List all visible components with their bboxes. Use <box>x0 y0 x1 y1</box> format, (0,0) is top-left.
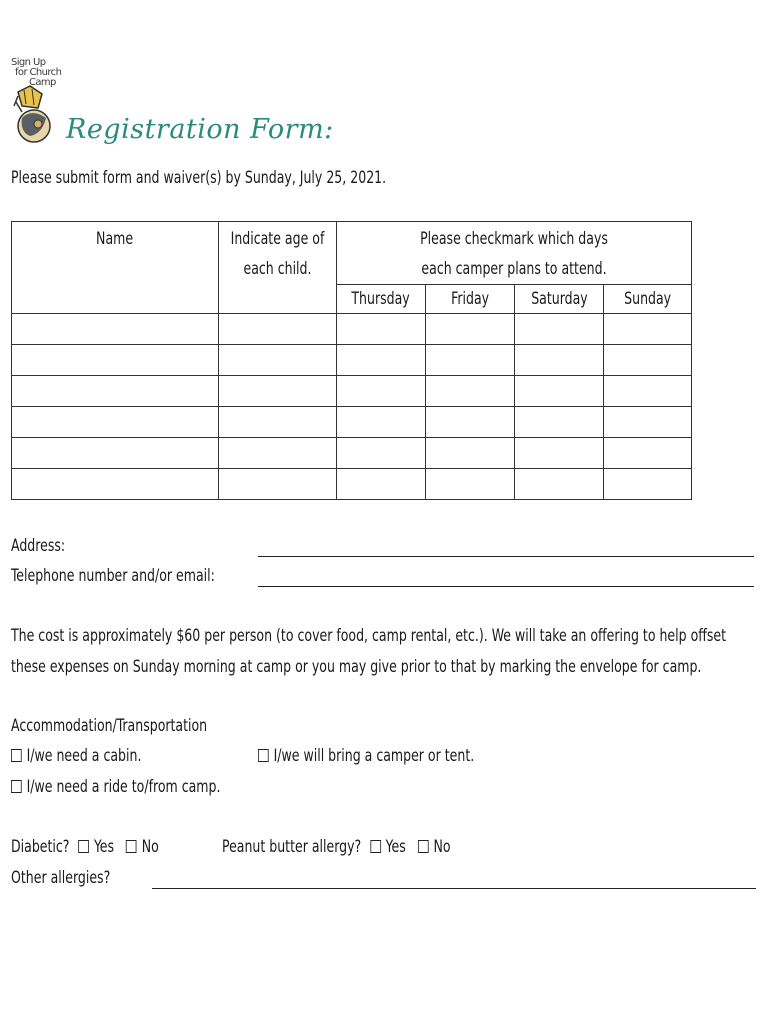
age-cell[interactable] <box>219 469 337 500</box>
table-row <box>12 345 692 376</box>
table-row <box>12 314 692 345</box>
table-row <box>12 469 692 500</box>
day-header-sunday: Sunday <box>604 285 692 314</box>
name-cell[interactable] <box>12 438 219 469</box>
telephone-field[interactable] <box>258 586 754 587</box>
logo-line-2: for Church <box>15 67 62 78</box>
telephone-label: Telephone number and/or email: <box>11 566 215 586</box>
name-cell[interactable] <box>12 345 219 376</box>
thursday-cell[interactable] <box>337 376 426 407</box>
cabin-checkbox[interactable] <box>11 749 22 762</box>
sunday-cell[interactable] <box>604 407 692 438</box>
friday-cell[interactable] <box>426 314 515 345</box>
diabetic-no-label: No <box>141 837 159 857</box>
camper-label: I/we will bring a camper or tent. <box>273 746 475 766</box>
cabin-label: I/we need a cabin. <box>26 746 142 766</box>
registration-table <box>11 221 692 500</box>
table-row <box>12 438 692 469</box>
cost-text-line-1: The cost is approximately $60 per person (to cover food, camp rental, etc.). We will take an offering to help offset <box>11 626 727 646</box>
friday-cell[interactable] <box>426 376 515 407</box>
thursday-cell[interactable] <box>337 438 426 469</box>
ride-option[interactable] <box>11 777 220 797</box>
cost-text-line-2: these expenses on Sunday morning at camp or you may give prior to that by marking the envelope for camp. <box>11 657 702 677</box>
diabetic-label: Diabetic? <box>11 837 70 857</box>
address-label: Address: <box>11 536 66 556</box>
table-row <box>12 376 692 407</box>
saturday-cell[interactable] <box>515 469 604 500</box>
name-cell[interactable] <box>12 314 219 345</box>
age-cell[interactable] <box>219 407 337 438</box>
logo-line-1: Sign Up <box>11 57 46 68</box>
peanut-yes-checkbox[interactable] <box>370 840 381 853</box>
age-cell[interactable] <box>219 376 337 407</box>
age-cell[interactable] <box>219 345 337 376</box>
other-allergies-field[interactable] <box>152 888 756 889</box>
accommodation-heading: Accommodation/Transportation <box>11 716 208 736</box>
friday-cell[interactable] <box>426 407 515 438</box>
thursday-cell[interactable] <box>337 314 426 345</box>
diabetic-row <box>11 837 159 857</box>
day-header-thursday: Thursday <box>337 285 426 314</box>
saturday-cell[interactable] <box>515 376 604 407</box>
camper-option[interactable] <box>258 746 474 766</box>
days-group-header: Please checkmark which days each camper plans to attend. <box>337 222 692 285</box>
name-cell[interactable] <box>12 469 219 500</box>
sunday-cell[interactable] <box>604 469 692 500</box>
ride-label: I/we need a ride to/from camp. <box>26 777 221 797</box>
name-cell[interactable] <box>12 376 219 407</box>
diabetic-yes-label: Yes <box>93 837 115 857</box>
church-camp-logo <box>8 56 70 148</box>
name-column-header: Name <box>12 222 219 314</box>
saturday-cell[interactable] <box>515 314 604 345</box>
saturday-cell[interactable] <box>515 407 604 438</box>
peanut-yes-label: Yes <box>385 837 406 857</box>
cabin-option[interactable] <box>11 746 141 766</box>
sunday-cell[interactable] <box>604 438 692 469</box>
peanut-label: Peanut butter allergy? <box>222 837 362 857</box>
camper-illustration-icon <box>12 84 62 148</box>
camper-checkbox[interactable] <box>258 749 269 762</box>
name-cell[interactable] <box>12 407 219 438</box>
friday-cell[interactable] <box>426 345 515 376</box>
ride-checkbox[interactable] <box>11 780 22 793</box>
submission-deadline-text: Please submit form and waiver(s) by Sunday, July 25, 2021. <box>11 168 387 188</box>
thursday-cell[interactable] <box>337 407 426 438</box>
diabetic-no-checkbox[interactable] <box>126 840 137 853</box>
diabetic-yes-checkbox[interactable] <box>78 840 89 853</box>
sunday-cell[interactable] <box>604 345 692 376</box>
saturday-cell[interactable] <box>515 345 604 376</box>
table-row <box>12 407 692 438</box>
thursday-cell[interactable] <box>337 345 426 376</box>
sunday-cell[interactable] <box>604 376 692 407</box>
friday-cell[interactable] <box>426 438 515 469</box>
day-header-friday: Friday <box>426 285 515 314</box>
day-header-saturday: Saturday <box>515 285 604 314</box>
age-column-header: Indicate age of each child. <box>219 222 337 314</box>
thursday-cell[interactable] <box>337 469 426 500</box>
page-title: Registration Form: <box>66 114 334 145</box>
logo-line-3: Camp <box>29 77 56 88</box>
age-cell[interactable] <box>219 438 337 469</box>
peanut-no-checkbox[interactable] <box>418 840 429 853</box>
age-cell[interactable] <box>219 314 337 345</box>
peanut-no-label: No <box>433 837 451 857</box>
peanut-row <box>222 837 451 857</box>
address-field[interactable] <box>258 556 754 557</box>
sunday-cell[interactable] <box>604 314 692 345</box>
other-allergies-label: Other allergies? <box>11 868 111 888</box>
saturday-cell[interactable] <box>515 438 604 469</box>
friday-cell[interactable] <box>426 469 515 500</box>
